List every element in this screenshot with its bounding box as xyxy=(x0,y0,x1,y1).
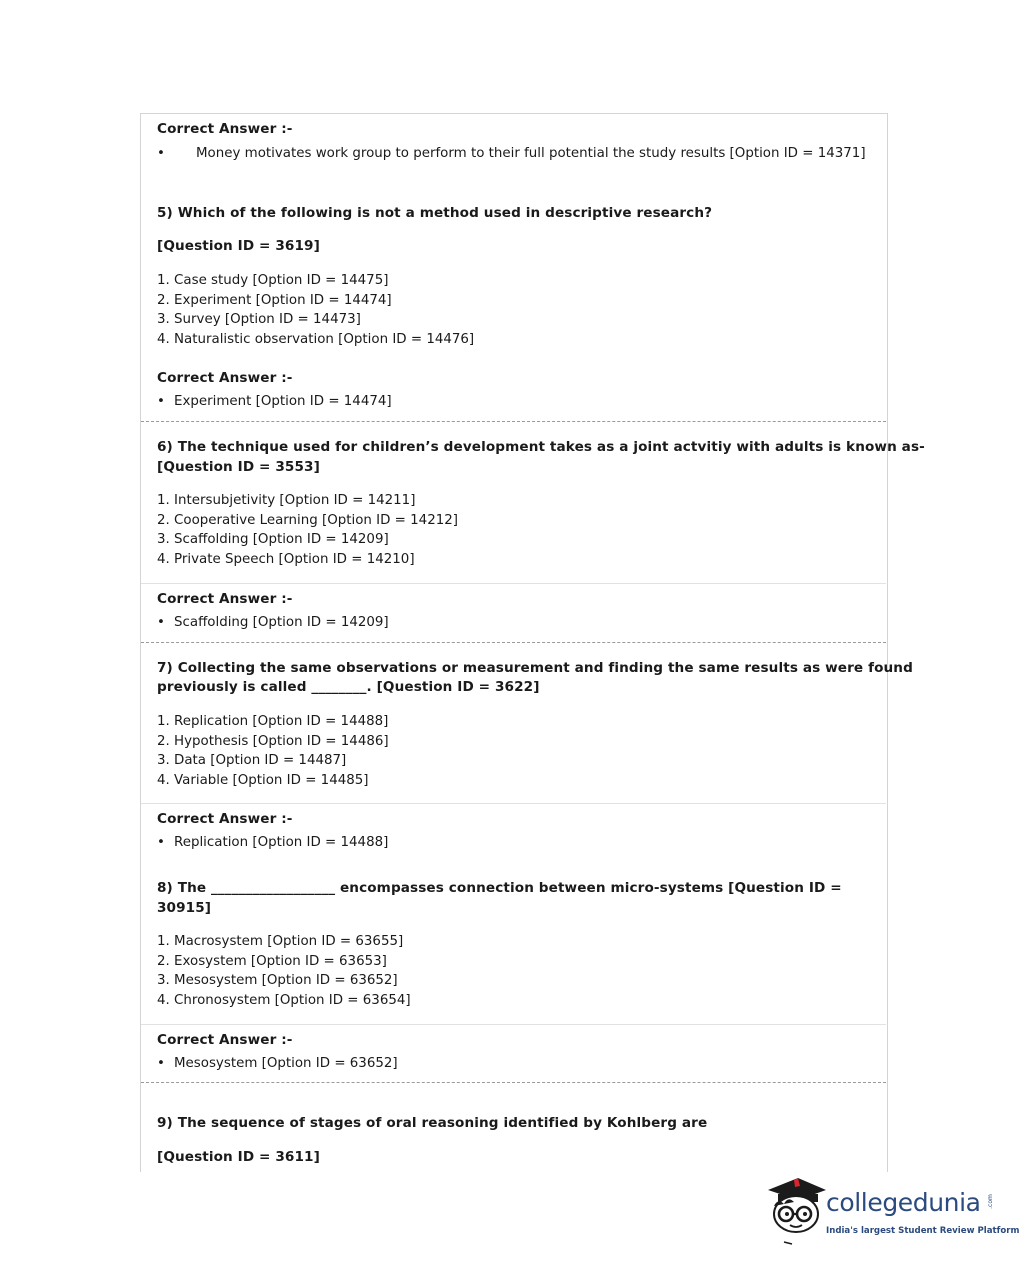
q8-answer-text: Mesosystem [Option ID = 63652] xyxy=(174,1056,398,1071)
section-separator xyxy=(141,1024,886,1025)
collegedunia-logo xyxy=(764,1176,1020,1248)
bullet: • xyxy=(157,394,165,409)
q6-question-line1: 6) The technique used for children’s development takes as a joint actvitiy with adults is known as- xyxy=(157,439,925,455)
q7-option-3: 3. Data [Option ID = 14487] xyxy=(157,753,347,769)
q8-answer xyxy=(157,1054,398,1073)
q9-question-id: [Question ID = 3611] xyxy=(157,1149,320,1165)
q7-option-1: 1. Replication [Option ID = 14488] xyxy=(157,714,389,729)
bullet: • xyxy=(157,146,165,161)
q5-option-3: 3. Survey [Option ID = 14473] xyxy=(157,312,361,328)
q6-option-4: 4. Private Speech [Option ID = 14210] xyxy=(157,551,415,567)
bullet: • xyxy=(157,615,165,630)
q8-option-1: 1. Macrosystem [Option ID = 63655] xyxy=(157,934,404,949)
q5-correct-heading: Correct Answer :- xyxy=(157,370,293,386)
q4-correct-heading: Correct Answer :- xyxy=(157,121,293,137)
q8-option-2: 2. Exosystem [Option ID = 63653] xyxy=(157,953,387,969)
q8-question-line1: 8) The __________________ encompasses connection between micro-systems [Question ID = xyxy=(157,880,842,896)
q7-answer-text: Replication [Option ID = 14488] xyxy=(174,835,389,850)
q4-answer xyxy=(157,144,866,163)
student-mascot-icon xyxy=(764,1176,826,1248)
q6-option-2: 2. Cooperative Learning [Option ID = 14212] xyxy=(157,512,458,528)
q4-answer-text: Money motivates work group to perform to their full potential the study results [Option ID = 14371] xyxy=(196,146,866,161)
q5-question-id: [Question ID = 3619] xyxy=(157,238,320,254)
q7-option-4: 4. Variable [Option ID = 14485] xyxy=(157,772,369,788)
q5-answer-text: Experiment [Option ID = 14474] xyxy=(174,394,392,409)
q8-question-line2: 30915] xyxy=(157,900,212,916)
q8-option-4: 4. Chronosystem [Option ID = 63654] xyxy=(157,992,411,1008)
q5-option-2: 2. Experiment [Option ID = 14474] xyxy=(157,292,392,308)
divider xyxy=(141,421,886,422)
q7-question-line1: 7) Collecting the same observations or measurement and finding the same results as were found xyxy=(157,660,913,676)
q9-question: 9) The sequence of stages of oral reasoning identified by Kohlberg are xyxy=(157,1115,708,1131)
bullet: • xyxy=(157,835,165,850)
logo-wordmark: collegedunia xyxy=(826,1188,981,1217)
q6-answer xyxy=(157,613,389,632)
q6-answer-text: Scaffolding [Option ID = 14209] xyxy=(174,615,389,630)
section-separator xyxy=(141,583,886,584)
q7-question-line2: previously is called ________. [Question ID = 3622] xyxy=(157,679,540,695)
q5-answer xyxy=(157,392,392,411)
q7-option-2: 2. Hypothesis [Option ID = 14486] xyxy=(157,733,389,749)
q8-option-3: 3. Mesosystem [Option ID = 63652] xyxy=(157,973,398,989)
divider xyxy=(141,642,886,643)
bullet: • xyxy=(157,1056,165,1071)
logo-com: .com xyxy=(986,1194,994,1209)
q5-option-1: 1. Case study [Option ID = 14475] xyxy=(157,273,389,288)
q6-correct-heading: Correct Answer :- xyxy=(157,591,293,607)
q6-option-1: 1. Intersubjetivity [Option ID = 14211] xyxy=(157,493,416,508)
q7-answer xyxy=(157,833,388,852)
q5-question: 5) Which of the following is not a method used in descriptive research? xyxy=(157,205,713,221)
q7-correct-heading: Correct Answer :- xyxy=(157,811,293,827)
q5-option-4: 4. Naturalistic observation [Option ID = 14476] xyxy=(157,331,475,347)
divider xyxy=(141,1082,886,1083)
q6-option-3: 3. Scaffolding [Option ID = 14209] xyxy=(157,532,389,548)
q8-correct-heading: Correct Answer :- xyxy=(157,1032,293,1048)
logo-tagline: India's largest Student Review Platform xyxy=(826,1226,1020,1236)
section-separator xyxy=(141,803,886,804)
q6-question-line2: [Question ID = 3553] xyxy=(157,459,320,475)
